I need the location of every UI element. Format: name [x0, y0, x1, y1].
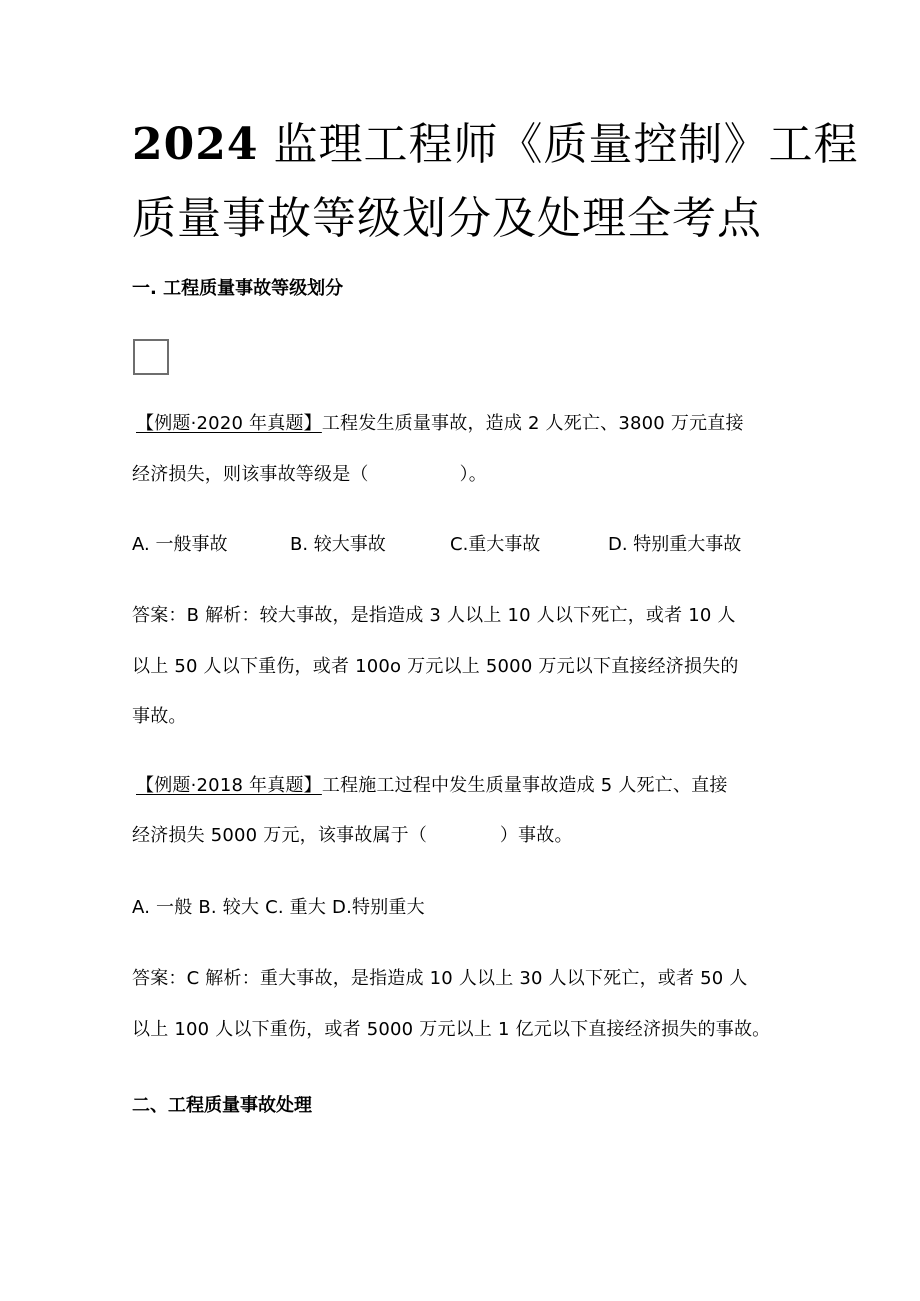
q1-option-a: A. 一般事故	[132, 534, 228, 555]
image-placeholder	[133, 339, 169, 375]
q1-option-b: B. 较大事故	[290, 534, 386, 555]
q1-answer-line-1: 答案：B 解析：较大事故，是指造成 3 人以上 10 人以下死亡，或者 10 人	[132, 605, 736, 626]
q2-line-2: 经济损失 5000 万元，该事故属于（ ）事故。	[132, 825, 573, 846]
q2-answer-line-2: 以上 100 人以下重伤，或者 5000 万元以上 1 亿元以下直接经济损失的事故。	[132, 1019, 771, 1040]
title-text-1: 监理工程师《质量控制》工程	[273, 119, 859, 170]
q1-answer-line-3: 事故。	[132, 706, 187, 727]
q1-option-c: C.重大事故	[450, 534, 541, 555]
section-heading-2: 二、工程质量事故处理	[132, 1095, 312, 1116]
q2-line-1-text: 工程施工过程中发生质量事故造成 5 人死亡、直接	[321, 775, 728, 796]
q1-line-2: 经济损失，则该事故等级是（ ）。	[132, 464, 487, 485]
q1-option-d: D. 特别重大事故	[608, 534, 742, 555]
q1-line-1	[136, 412, 744, 436]
q2-tag: 【例题·2018 年真题】	[136, 775, 322, 796]
q1-line-1-text: 工程发生质量事故，造成 2 人死亡、3800 万元直接	[321, 413, 744, 434]
section-heading-1: 一. 工程质量事故等级划分	[132, 278, 344, 299]
document-title-line-2: 质量事故等级划分及处理全考点	[132, 193, 762, 244]
title-year: 2024	[132, 119, 259, 170]
document-title-line-1	[132, 108, 859, 182]
q2-answer-line-1: 答案：C 解析：重大事故，是指造成 10 人以上 30 人以下死亡，或者 50 人	[132, 968, 748, 989]
q2-options: A. 一般 B. 较大 C. 重大 D.特别重大	[132, 897, 425, 918]
q2-line-1	[136, 774, 728, 798]
q1-answer-line-2: 以上 50 人以下重伤，或者 100o 万元以上 5000 万元以下直接经济损失的	[132, 656, 739, 677]
q1-tag: 【例题·2020 年真题】	[136, 413, 322, 434]
